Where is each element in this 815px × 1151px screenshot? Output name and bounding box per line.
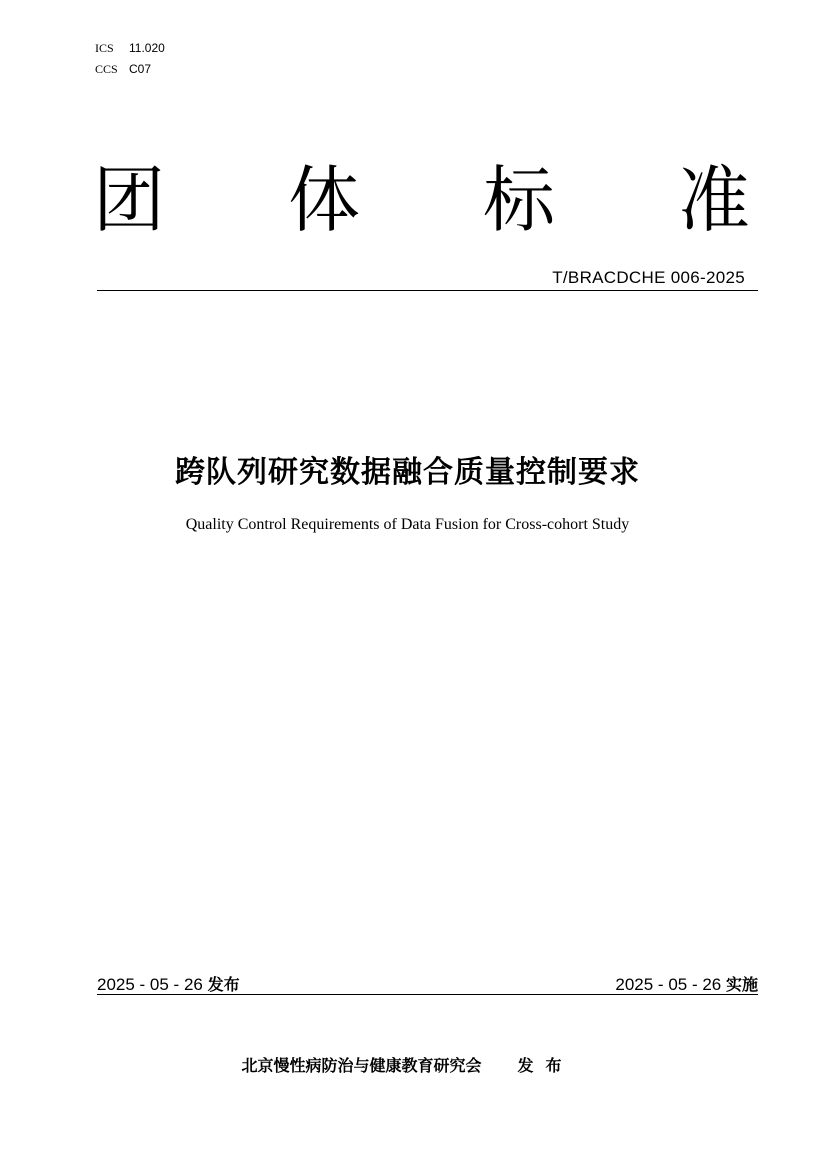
publisher-action: 发布 [517,1056,574,1075]
ics-value: 11.020 [129,41,165,55]
header-char-zhun: 准 [678,158,751,242]
top-divider [97,290,758,291]
ics-code-line [95,40,165,56]
effective-date-line [615,972,758,995]
release-label: 发布 [207,975,240,994]
ccs-code-line [95,61,151,77]
english-title: Quality Control Requirements of Data Fusion for Cross-cohort Study [185,516,630,533]
publisher-name: 北京慢性病防治与健康教育研究会 [241,1056,482,1075]
effective-date: 2025 - 05 - 26 [615,975,722,994]
header-char-biao: 标 [483,158,556,242]
publisher-line [0,1053,815,1076]
chinese-title: 跨队列研究数据融合质量控制要求 [175,455,640,490]
ccs-label: CCS [95,62,118,76]
effective-label: 实施 [725,975,758,994]
release-date-line [97,972,240,995]
bottom-divider [97,994,758,995]
header-char-tuan: 团 [93,158,166,242]
ccs-value: C07 [129,62,152,76]
header-char-ti: 体 [288,158,361,242]
standard-number: T/BRACDCHE 006-2025 [552,268,745,287]
release-date: 2025 - 05 - 26 [97,975,203,994]
ics-label: ICS [95,41,114,55]
